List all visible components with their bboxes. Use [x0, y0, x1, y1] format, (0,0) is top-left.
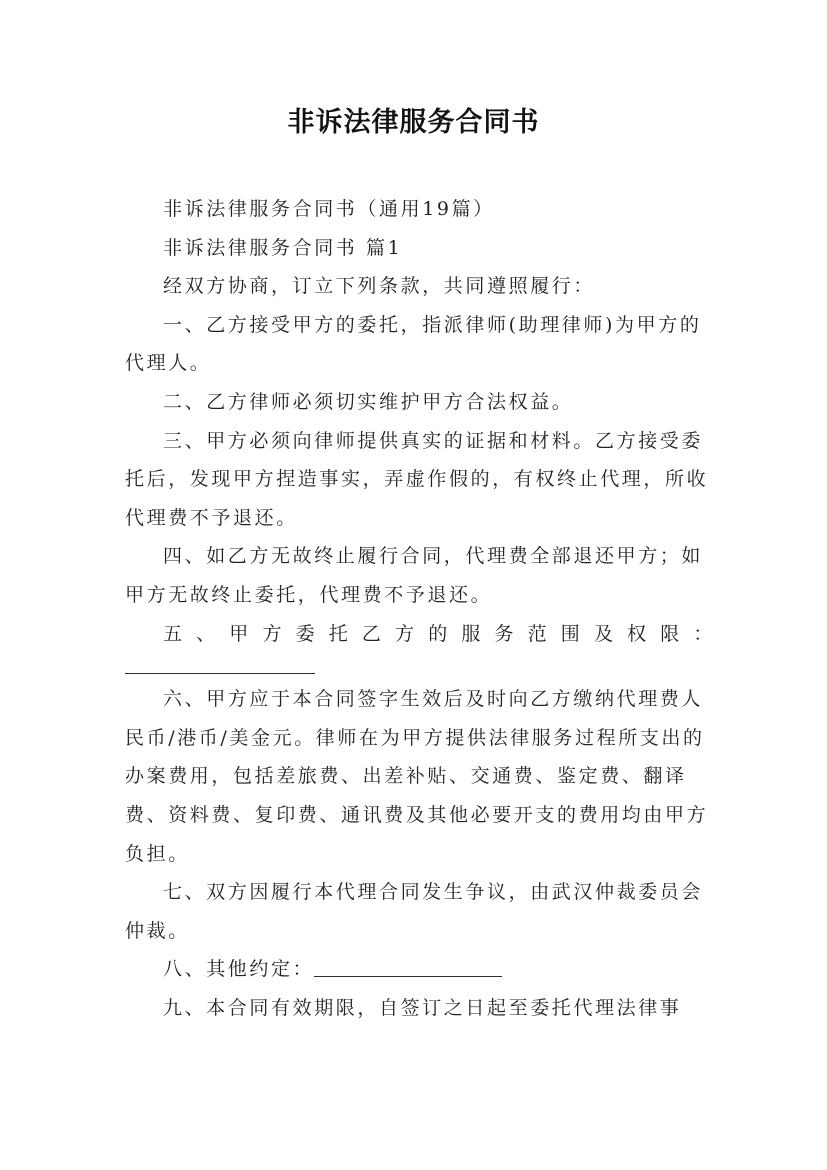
- clause-5: 五、甲方委托乙方的服务范围及权限：: [163, 622, 715, 645]
- paragraph-section-heading: 非诉法律服务合同书 篇1: [163, 236, 403, 259]
- clause-8-text: 八、其他约定：: [163, 958, 315, 981]
- clause-9: 九、本合同有效期限，自签订之日起至委托代理法律事: [163, 996, 682, 1019]
- clause-8-blank-line: [314, 952, 502, 977]
- clause-3: 三、甲方必须向律师提供真实的证据和材料。乙方接受委托后，发现甲方捏造事实，弄虚作假的，有权终止代理，所收代理费不予退还。: [125, 429, 709, 529]
- clause-7: 七、双方因履行本代理合同发生争议，由武汉仲裁委员会仲裁。: [125, 881, 704, 942]
- clause-8: [125, 950, 715, 989]
- clause-2: 二、乙方律师必须切实维护甲方合法权益。: [163, 390, 574, 413]
- paragraph-intro: 经双方协商，订立下列条款，共同遵照履行：: [163, 275, 596, 298]
- document-body: [125, 190, 715, 1027]
- document-title: 非诉法律服务合同书: [287, 107, 540, 138]
- clause-1: 一、乙方接受甲方的委托，指派律师(助理律师)为甲方的代理人。: [125, 313, 702, 375]
- clause-6: 六、甲方应于本合同签字生效后及时向乙方缴纳代理费人民币/港币/美金元。律师在为甲方提供法律服务过程所支出的办案费用，包括差旅费、出差补贴、交通费、鉴定费、翻译费、资料费、复印费、通讯费及其他必要开支的费用均由甲方负担。: [125, 688, 709, 865]
- clause-4: 四、如乙方无故终止履行合同，代理费全部退还甲方；如甲方无故终止委托，代理费不予退还。: [125, 545, 704, 606]
- paragraph-subtitle: 非诉法律服务合同书（通用19篇）: [163, 198, 495, 220]
- clause-5-blank-line: [125, 653, 315, 674]
